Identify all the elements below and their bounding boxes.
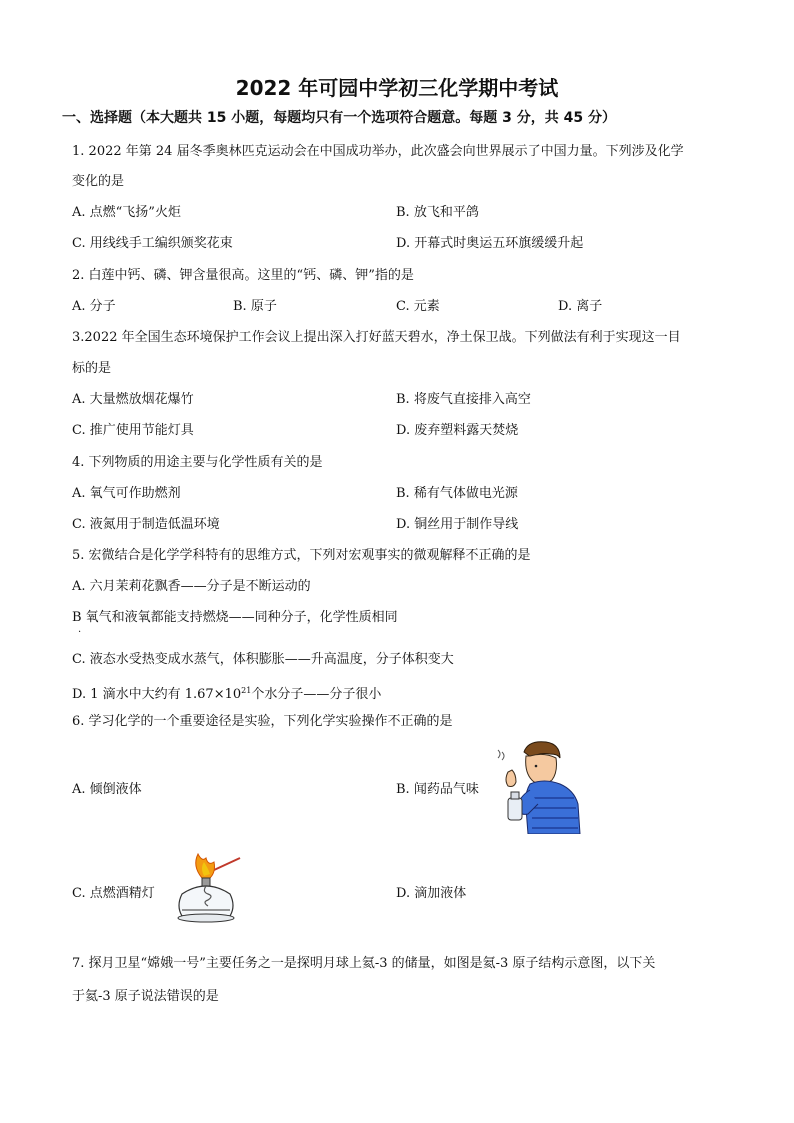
- question-6-option-d: D. 滴加液体: [396, 886, 467, 901]
- question-7-stem-line-2: 于氦-3 原子说法错误的是: [72, 989, 219, 1004]
- question-1-option-b: B. 放飞和平鸽: [396, 205, 479, 220]
- question-6-option-c: C. 点燃酒精灯: [72, 886, 155, 901]
- question-5-stem: 5. 宏微结合是化学学科特有的思维方式，下列对宏观事实的微观解释不正确的是: [72, 548, 531, 563]
- question-4-option-a: A. 氧气可作助燃剂: [72, 486, 181, 501]
- question-1-option-d: D. 开幕式时奥运五环旗缓缓升起: [396, 236, 584, 251]
- question-5-option-d: D. 1 滴水中大约有 $1.67\times 10^{21}$个水分子——分子很小: [72, 686, 382, 702]
- question-6-option-a: A. 倾倒液体: [72, 782, 142, 797]
- question-2-option-a: A. 分子: [72, 299, 116, 314]
- question-1-stem-line-2: 变化的是: [72, 174, 125, 189]
- smelling-chemical-illustration: [494, 738, 584, 834]
- question-6-option-b: B. 闻药品气味: [396, 782, 479, 797]
- question-3-option-b: B. 将废气直接排入高空: [396, 392, 531, 407]
- section-heading: 一、选择题（本大题共 15 小题，每题均只有一个选项符合题意。每题 3 分，共 45 分）: [62, 110, 616, 126]
- question-2-option-c: C. 元素: [396, 299, 440, 314]
- question-1-option-a: A. 点燃“飞扬”火炬: [72, 205, 181, 220]
- question-1-option-c: C. 用线线手工编织颁奖花束: [72, 236, 233, 251]
- exponent: 21: [241, 686, 252, 695]
- question-3-option-a: A. 大量燃放烟花爆竹: [72, 392, 194, 407]
- question-1-stem-line-1: 1. 2022 年第 24 届冬季奥林匹克运动会在中国成功举办，此次盛会向世界展示了中国力量。下列涉及化学: [72, 144, 684, 159]
- question-3-stem-line-1: 3.2022 年全国生态环境保护工作会议上提出深入打好蓝天碧水，净土保卫战。下列做法有利于实现这一目: [72, 330, 681, 345]
- question-2-option-b: B. 原子: [233, 299, 277, 314]
- question-5-option-b: B 氧气和液氧都能支持燃烧——同种分子，化学性质相同: [72, 610, 398, 625]
- question-3-option-d: D. 废弃塑料露天焚烧: [396, 423, 519, 438]
- question-2-stem: 2. 白莲中钙、磷、钾含量很高。这里的“钙、磷、钾”指的是: [72, 268, 414, 283]
- question-4-stem: 4. 下列物质的用途主要与化学性质有关的是: [72, 455, 323, 470]
- page-title: 2022 年可园中学初三化学期中考试: [235, 76, 559, 100]
- question-6-stem: 6. 学习化学的一个重要途径是实验，下列化学实验操作不正确的是: [72, 714, 453, 729]
- question-3-option-c: C. 推广使用节能灯具: [72, 423, 194, 438]
- question-5-option-c: C. 液态水受热变成水蒸气，体积膨胀——升高温度，分子体积变大: [72, 652, 454, 667]
- question-2-option-d: D. 离子: [558, 299, 603, 314]
- question-4-option-c: C. 液氮用于制造低温环境: [72, 517, 220, 532]
- question-4-option-b: B. 稀有气体做电光源: [396, 486, 518, 501]
- question-4-option-d: D. 铜丝用于制作导线: [396, 517, 519, 532]
- question-7-stem-line-1: 7. 探月卫星“嫦娥一号”主要任务之一是探明月球上氦-3 的储量，如图是氦-3 原子结构示意图，以下关: [72, 956, 656, 971]
- question-5-option-b-dot: .: [78, 624, 82, 635]
- question-5-option-a: A. 六月茉莉花飘香——分子是不断运动的: [72, 579, 311, 594]
- question-3-stem-line-2: 标的是: [72, 361, 112, 376]
- alcohol-lamp-illustration: [168, 848, 248, 930]
